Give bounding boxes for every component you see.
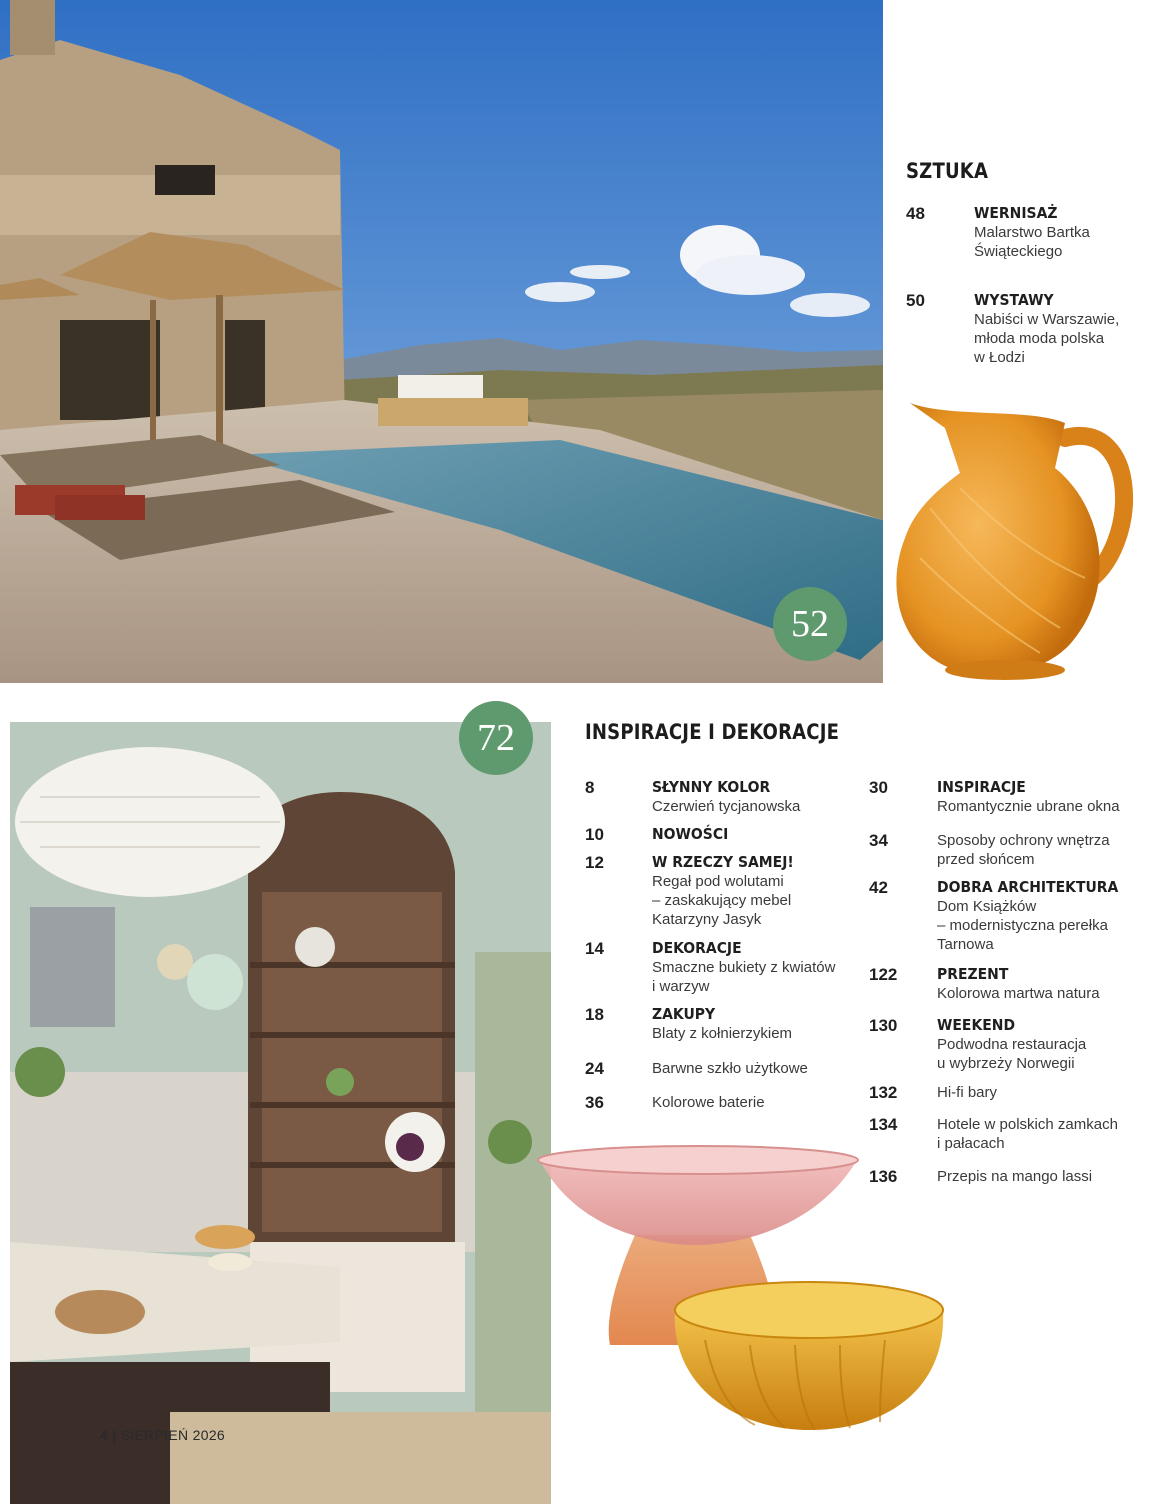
toc-entry-description: Regał pod wolutami – zaskakujący mebel Katarzyny Jasyk [652,873,792,928]
toc-entry[interactable] [906,204,1146,264]
folio-issue: SIERPIEŃ 2026 [120,1427,226,1443]
toc-entry-description: Sposoby ochrony wnętrza przed słońcem [937,832,1110,868]
toc-entry[interactable] [585,939,855,999]
toc-entry-title: SŁYNNY KOLOR [652,778,771,796]
toc-entry-title: W RZECZY SAMEJ! [652,853,794,871]
toc-page-number: 134 [869,1115,898,1134]
toc-entry[interactable] [869,965,1139,1007]
toc-page-number: 8 [585,778,595,797]
toc-entry-description: Podwodna restauracja u wybrzeży Norwegii [937,1036,1087,1072]
toc-entry-description: Romantycznie ubrane okna [937,798,1120,815]
toc-entry-title: WEEKEND [937,1016,1016,1034]
toc-page-number: 10 [585,825,604,844]
toc-entry[interactable] [869,1016,1139,1076]
toc-entry-description: Nabiści w Warszawie, młoda moda polska w Łodzi [974,311,1120,366]
toc-page-number: 36 [585,1093,604,1112]
glass-bowls [535,1140,955,1450]
villa-pool-photo [0,0,883,683]
toc-page-number: 132 [869,1083,898,1102]
toc-entry[interactable] [585,778,855,820]
toc-entry-title: DEKORACJE [652,939,742,957]
folio [100,1427,225,1443]
section-heading-sztuka: SZTUKA [906,159,989,183]
toc-entry[interactable] [869,831,1139,873]
page-badge-52[interactable]: 52 [773,587,847,661]
toc-page-number: 18 [585,1005,604,1024]
folio-separator: | [112,1427,117,1443]
toc-entry-description: Kolorowe baterie [652,1094,765,1111]
toc-entry-title: INSPIRACJE [937,778,1026,796]
toc-entry-description: Blaty z kołnierzykiem [652,1025,793,1042]
toc-entry-description: Hi-fi bary [937,1084,998,1101]
toc-entry-title: PREZENT [937,965,1009,983]
toc-entry-description: Smaczne bukiety z kwiatów i warzyw [652,959,836,995]
toc-entry[interactable] [906,291,1146,371]
toc-entry-description: Dom Książków – modernistyczna perełka Tarnowa [937,898,1108,953]
toc-entry[interactable] [585,1093,855,1115]
toc-page-number: 30 [869,778,888,797]
toc-entry[interactable] [585,853,855,933]
toc-page-number: 24 [585,1059,604,1078]
section-heading-inspiracje: INSPIRACJE I DEKORACJE [585,720,840,744]
page-badge-72[interactable]: 72 [459,701,533,775]
toc-page-number: 42 [869,878,888,897]
toc-entry-title: WERNISAŻ [974,204,1058,222]
toc-page-number: 34 [869,831,888,850]
folio-page-number: 4 [100,1427,109,1443]
toc-entry-description: Przepis na mango lassi [937,1168,1093,1185]
toc-entry-title: NOWOŚCI [652,825,729,843]
toc-page-number: 130 [869,1016,898,1035]
toc-page-number: 48 [906,204,925,223]
toc-entry-title: WYSTAWY [974,291,1054,309]
toc-entry[interactable] [585,1005,855,1047]
toc-page-number: 14 [585,939,604,958]
amber-glass-jug [890,398,1135,686]
kitchen-shelf-photo [10,722,551,1504]
toc-entry-title: DOBRA ARCHITEKTURA [937,878,1119,896]
toc-entry-description: Hotele w polskich zamkach i pałacach [937,1116,1118,1152]
toc-entry[interactable] [869,1083,1139,1105]
toc-entry[interactable] [869,778,1139,820]
toc-page-number: 136 [869,1167,898,1186]
toc-entry[interactable] [585,825,855,847]
toc-entry[interactable] [585,1059,855,1081]
toc-entry-description: Czerwień tycjanowska [652,798,801,815]
toc-page-number: 12 [585,853,604,872]
toc-entry-description: Kolorowa martwa natura [937,985,1100,1002]
toc-entry-title: ZAKUPY [652,1005,716,1023]
toc-entry[interactable] [869,878,1139,958]
toc-entry-description: Malarstwo Bartka Świąteckiego [974,224,1090,260]
toc-page-number: 50 [906,291,925,310]
toc-entry-description: Barwne szkło użytkowe [652,1060,808,1077]
toc-page-number: 122 [869,965,898,984]
